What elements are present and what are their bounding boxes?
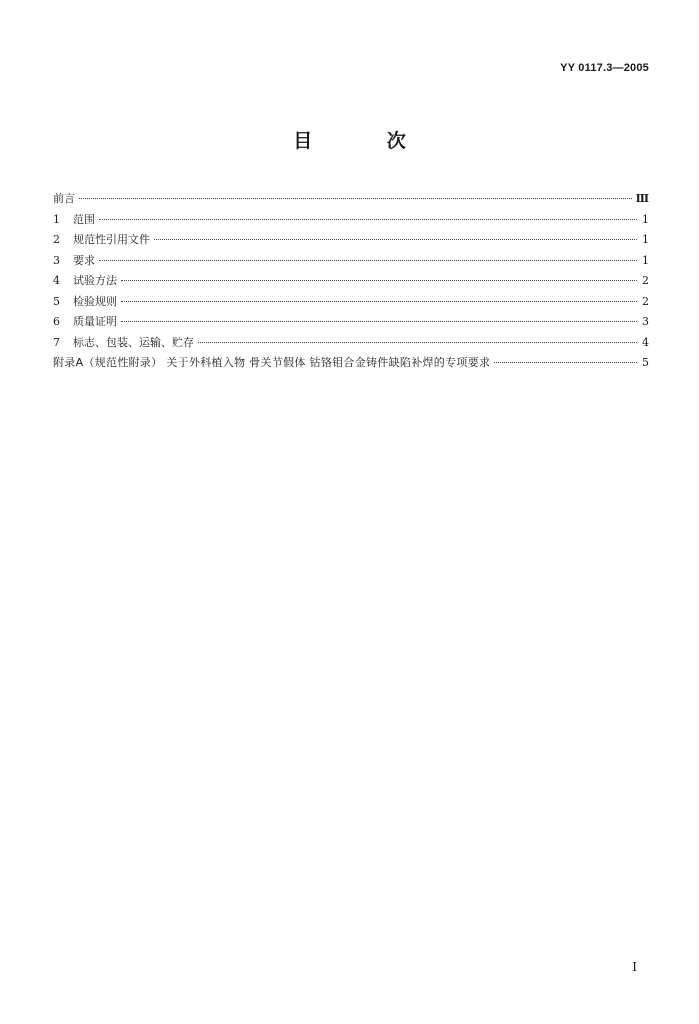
toc-entry-marking-packaging[interactable] [53, 333, 649, 354]
toc-entry-label: 范围 [73, 212, 95, 226]
toc-leader-dots [154, 239, 637, 240]
toc-leader-dots [121, 321, 637, 322]
toc-entry-foreword[interactable] [53, 189, 649, 210]
toc-entry-page: 4 [642, 335, 649, 349]
toc-entry-number: 7 [53, 335, 60, 349]
toc-entry-label: 试验方法 [73, 274, 117, 287]
toc-entry-number: 5 [53, 294, 60, 308]
toc-entry-page: 2 [642, 274, 649, 287]
toc-entry-test-methods[interactable] [53, 271, 649, 292]
toc-entry-page: Ⅲ [635, 192, 649, 205]
toc-leader-dots [99, 260, 637, 261]
toc-leader-dots [198, 342, 637, 343]
toc-entry-number: 3 [53, 253, 60, 267]
toc-entry-annex-a[interactable] [53, 353, 649, 374]
toc-entry-inspection-rules[interactable] [53, 292, 649, 313]
toc-entry-page: 1 [642, 233, 649, 246]
toc-entry-page: 3 [642, 315, 649, 328]
toc-entry-label: 前言 [53, 192, 75, 205]
table-of-contents [53, 189, 649, 374]
toc-entry-number: 4 [53, 274, 60, 287]
toc-entry-label: 检验规则 [73, 294, 117, 308]
toc-leader-dots [494, 362, 637, 363]
toc-entry-label: 质量证明 [73, 315, 117, 328]
toc-leader-dots [121, 301, 637, 302]
toc-entry-page: 2 [642, 294, 649, 308]
page-title: 目 次 [293, 130, 440, 152]
toc-entry-requirements[interactable] [53, 251, 649, 272]
toc-entry-page: 1 [642, 212, 649, 226]
toc-entry-page: 1 [642, 253, 649, 267]
toc-entry-label: 附录A（规范性附录） 关于外科植入物 骨关节假体 钴铬钼合金铸件缺陷补焊的专项要求 [53, 356, 491, 369]
toc-entry-label: 规范性引用文件 [73, 233, 150, 246]
toc-entry-scope[interactable] [53, 210, 649, 231]
toc-entry-label: 要求 [73, 253, 95, 267]
toc-entry-number: 6 [53, 315, 60, 328]
toc-entry-number: 1 [53, 212, 60, 226]
toc-entry-label: 标志、包装、运输、贮存 [73, 335, 194, 349]
standard-number: YY 0117.3—2005 [560, 62, 649, 74]
toc-leader-dots [121, 280, 637, 281]
page-number: I [632, 960, 637, 974]
toc-leader-dots [79, 198, 632, 199]
toc-entry-quality-certificate[interactable] [53, 312, 649, 333]
toc-entry-number: 2 [53, 233, 60, 246]
toc-entry-page: 5 [642, 356, 649, 369]
toc-entry-normative-references[interactable] [53, 230, 649, 251]
toc-leader-dots [99, 219, 637, 220]
